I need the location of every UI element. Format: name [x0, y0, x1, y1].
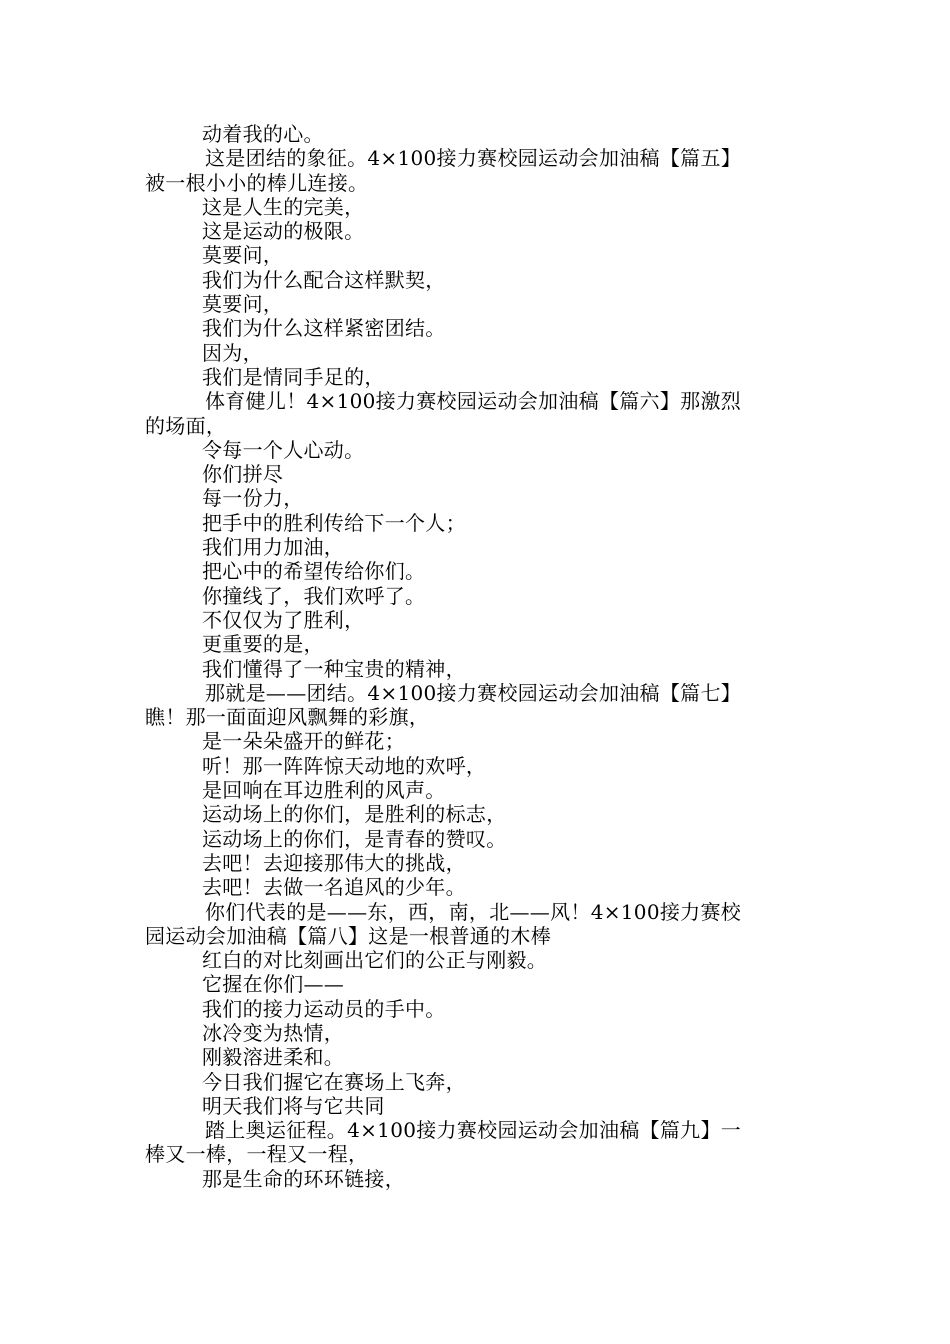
text-line: 被一根小小的棒儿连接。 — [145, 170, 369, 195]
text-line: 去吧！去做一名追风的少年。 — [202, 875, 466, 900]
text-line: 是回响在耳边胜利的风声。 — [202, 778, 446, 803]
text-line: 运动场上的你们，是胜利的标志， — [202, 802, 507, 827]
text-line: 那就是——团结。4×100接力赛校园运动会加油稿【篇七】 — [205, 680, 742, 705]
text-line: 体育健儿！4×100接力赛校园运动会加油稿【篇六】那激烈 — [205, 389, 742, 414]
text-line: 我们的接力运动员的手中。 — [202, 996, 446, 1021]
text-line: 冰冷变为热情， — [202, 1020, 345, 1045]
text-line: 我们为什么配合这样默契， — [202, 267, 446, 292]
text-line: 去吧！去迎接那伟大的挑战， — [202, 850, 466, 875]
text-line: 听！那一阵阵惊天动地的欢呼， — [202, 753, 487, 778]
text-line: 动着我的心。 — [202, 122, 324, 146]
text-line: 是一朵朵盛开的鲜花； — [202, 729, 405, 754]
text-line: 刚毅溶进柔和。 — [202, 1045, 345, 1070]
text-line: 它握在你们—— — [202, 972, 345, 997]
text-line: 这是团结的象征。4×100接力赛校园运动会加油稿【篇五】 — [205, 146, 742, 171]
text-line: 因为， — [202, 340, 263, 365]
text-line: 不仅仅为了胜利， — [202, 607, 365, 632]
text-line: 每一份力， — [202, 486, 304, 511]
text-line: 这是运动的极限。 — [202, 219, 365, 244]
text-line: 莫要问， — [202, 292, 284, 317]
text-line: 把手中的胜利传给下一个人； — [202, 510, 466, 535]
text-line: 踏上奥运征程。4×100接力赛校园运动会加油稿【篇九】一 — [205, 1118, 742, 1143]
text-line: 我们是情同手足的， — [202, 364, 385, 389]
text-line: 你们代表的是——东，西，南，北——风！4×100接力赛校 — [205, 899, 742, 924]
text-line: 的场面， — [145, 413, 227, 438]
text-line: 红白的对比刻画出它们的公正与刚毅。 — [202, 948, 548, 973]
text-line: 运动场上的你们，是青春的赞叹。 — [202, 826, 507, 851]
text-line: 我们为什么这样紧密团结。 — [202, 316, 446, 341]
text-line: 我们懂得了一种宝贵的精神， — [202, 656, 466, 681]
text-line: 更重要的是， — [202, 632, 324, 657]
text-line: 你们拼尽 — [202, 462, 284, 487]
text-line: 瞧！那一面面迎风飘舞的彩旗， — [145, 705, 430, 730]
text-line: 棒又一棒，一程又一程， — [145, 1142, 369, 1167]
text-line: 莫要问， — [202, 243, 284, 268]
text-line: 明天我们将与它共同 — [202, 1093, 385, 1118]
text-line: 那是生命的环环链接， — [202, 1166, 405, 1191]
text-line: 园运动会加油稿【篇八】这是一根普通的木棒 — [145, 923, 551, 948]
document-body — [145, 122, 810, 1191]
text-line: 这是人生的完美， — [202, 194, 365, 219]
text-line: 把心中的希望传给你们。 — [202, 559, 426, 584]
text-line: 我们用力加油， — [202, 535, 345, 560]
text-line: 令每一个人心动。 — [202, 437, 365, 462]
text-line: 今日我们握它在赛场上飞奔， — [202, 1069, 466, 1094]
text-line: 你撞线了，我们欢呼了。 — [202, 583, 426, 608]
